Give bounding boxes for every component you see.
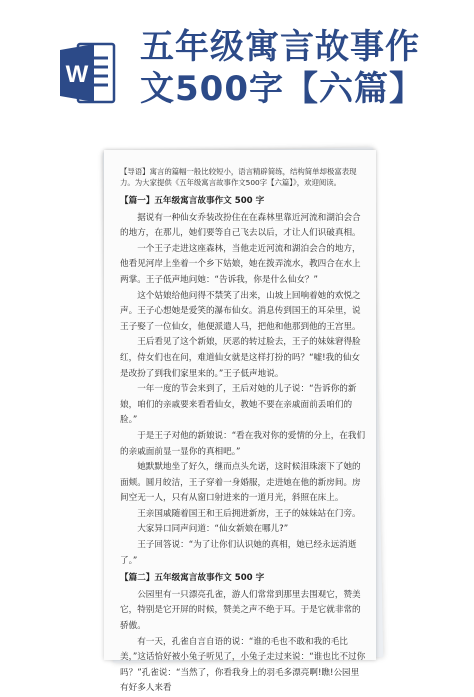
paragraph: 有一天，孔雀自言自语的说：“谁的毛也不敢和我的毛比美，”这话恰好被小兔子听见了，小兔子走过来说：“谁也比不过你吗？”孔雀说：“当然了，你看我身上的羽毛多漂亮啊!瞧!公园里有好多人来看 xyxy=(120,636,366,694)
paragraph: 一年一度的节会来到了，王后对她的儿子说：“告诉你的新娘，咱们的亲戚要来看看仙女，教她不要在亲戚面前丢咱们的脸。” xyxy=(120,384,357,426)
paragraph: 王子回答说：“为了让你们认识她的真相，她已经永远消逝了。” xyxy=(120,540,357,566)
title-line-1: 五年级寓言故事作 xyxy=(140,27,420,67)
guide-text: 【导语】寓言的篇幅一般比较短小，语言精辟简练，结构简单却极富表现力。为大家提供《五年级寓言故事作文500字【六篇】》，欢迎阅读。 xyxy=(120,167,357,187)
paragraph: 一个王子走进这座森林，当他走近河流和湖泊会合的地方，他看见河岸上坐着一个乡下姑娘，她在拨弄流水，教四合在水上两掌。王子低声地问她：“告诉我，你是什么仙女？” xyxy=(120,243,361,285)
section-2-title: 【篇二】五年级寓言故事作文 500 字 xyxy=(120,573,265,584)
svg-text:W: W xyxy=(65,61,89,88)
paragraph: 公园里有一只漂亮孔雀，游人们常常到那里去围观它，赞美它，特别是它开屏的时候，赞美之声不绝于耳。于是它就非常的骄傲。 xyxy=(120,589,361,632)
paragraph: 王亲国戚随着国王和王后拥进新房，王子的妹妹站在门旁。 xyxy=(137,508,361,519)
document-header xyxy=(0,0,474,120)
document-body xyxy=(120,166,366,697)
paragraph: 大家异口同声问道：“仙女新娘在哪儿?” xyxy=(137,524,289,535)
title-line-2: 文500字【六篇】 xyxy=(140,69,424,109)
paragraph: 据说有一种仙女乔装改扮住在在森林里靠近河流和湖泊会合的地方，在那儿，她们要等自己飞去以后，才让人们识破真相。 xyxy=(120,212,361,239)
paragraph: 于是王子对他的新娘说：“看在我对你的爱情的分上，在我们的亲戚面前显一显你的真相吧。” xyxy=(120,430,366,457)
document-page xyxy=(104,150,376,694)
paragraph: 王后看见了这个新娘，厌恶的转过脸去，王子的妹妹窘得脸红，侍女们也在问，难道仙女就是这样打扮的吗？“嘘!我的仙女是改扮了到我们家里来的。”王子低声地说。 xyxy=(120,337,361,379)
page-title xyxy=(140,26,470,110)
paragraph: 这个姑娘给他问得不禁笑了出来，山坡上回响着她的欢悦之声。王子心想她是爱笑的瀑布仙女。消息传到国王的耳朵里，说王子娶了一位仙女，他便派遣人马，把他和他那到他的王宫里。 xyxy=(120,290,361,332)
word-document-icon xyxy=(60,40,116,106)
paragraph: 她默默地坐了好久，继而点头允诺，这时候泪珠滚下了她的面颊。圆月皎洁，王子穿着一身婚服，走进她在他的新房间。房间空无一人，只有从窗口射进来的一道月光，斜照在床上。 xyxy=(120,462,361,504)
section-1-title: 【篇一】五年级寓言故事作文 500 字 xyxy=(120,196,265,206)
